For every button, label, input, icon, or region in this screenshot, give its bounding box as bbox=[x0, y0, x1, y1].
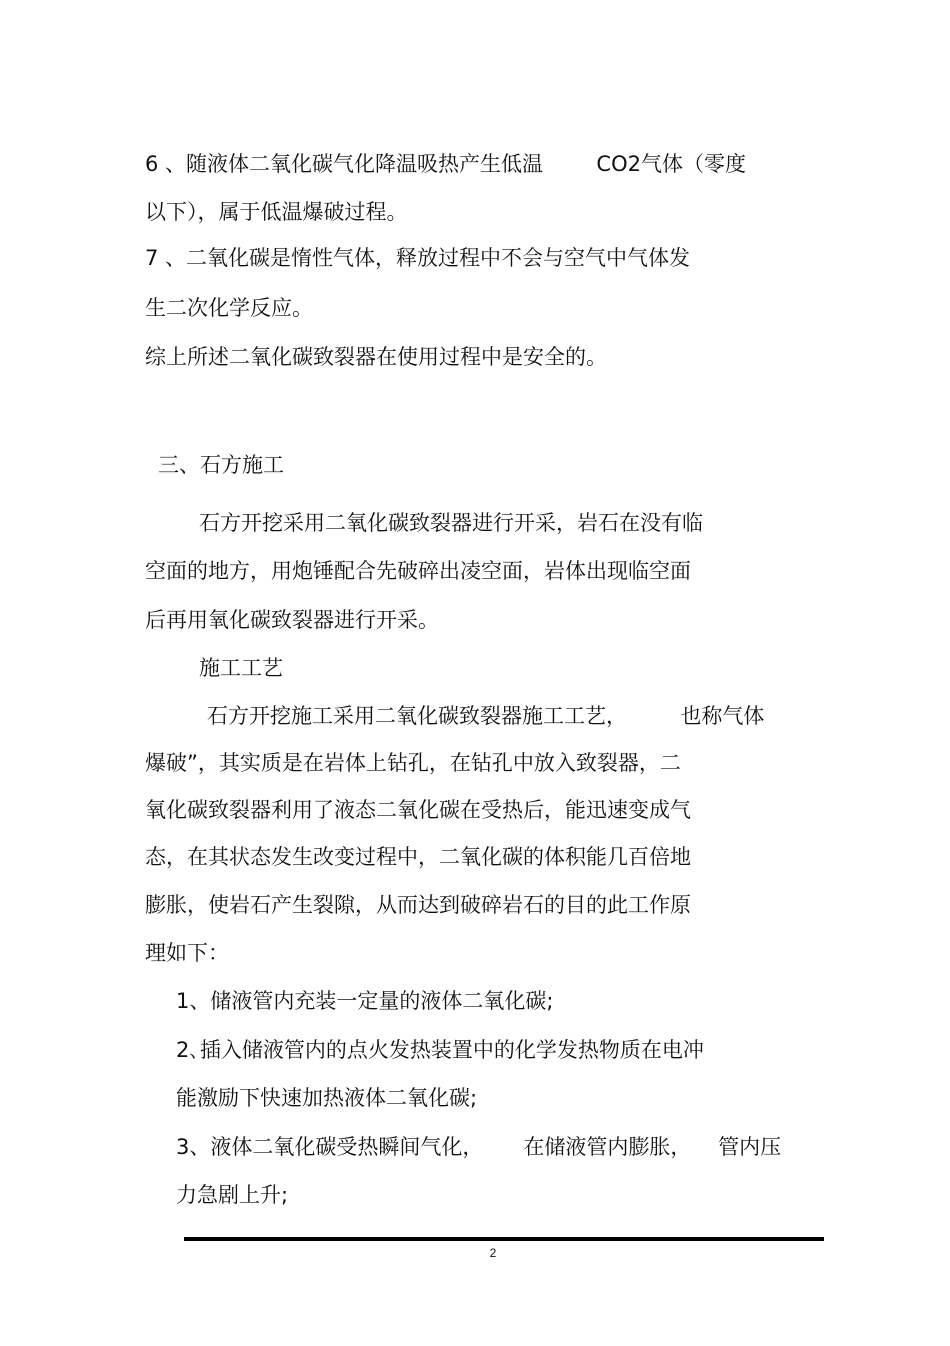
step-3-line-2: 力急剧上升; bbox=[176, 1183, 289, 1207]
paragraph-2-line-2: 爆破”，其实质是在岩体上钻孔，在钻孔中放入致裂器，二 bbox=[145, 751, 681, 775]
list-item-6-line-1: 6 、随液体二氧化碳气化降温吸热产生低温 CO2气体（零度 bbox=[145, 152, 746, 176]
list-item-6-line-2: 以下），属于低温爆破过程。 bbox=[145, 200, 408, 224]
paragraph-2-line-1: 石方开挖施工采用二氧化碳致裂器施工工艺， 也称气体 bbox=[207, 704, 765, 728]
summary-text: 综上所述二氧化碳致裂器在使用过程中是安全的。 bbox=[145, 345, 607, 369]
paragraph-2-line-6: 理如下： bbox=[145, 941, 229, 965]
subheading: 施工工艺 bbox=[199, 656, 283, 680]
paragraph-2-line-4: 态，在其状态发生改变过程中，二氧化碳的体积能几百倍地 bbox=[145, 845, 691, 869]
step-2-line-2: 能激励下快速加热液体二氧化碳; bbox=[176, 1086, 478, 1110]
paragraph-1-line-1: 石方开挖采用二氧化碳致裂器进行开采，岩石在没有临 bbox=[199, 511, 703, 535]
step-3-line-1: 3、液体二氧化碳受热瞬间气化， 在储液管内膨胀， 管内压 bbox=[176, 1135, 782, 1159]
list-item-7-line-2: 生二次化学反应。 bbox=[145, 296, 313, 320]
step-2-line-1: 2､插入储液管内的点火发热装置中的化学发热物质在电冲 bbox=[176, 1038, 704, 1062]
paragraph-2-line-5: 膨胀，使岩石产生裂隙，从而达到破碎岩石的目的此工作原 bbox=[145, 893, 691, 917]
paragraph-1-line-3: 后再用氧化碳致裂器进行开采。 bbox=[145, 608, 439, 632]
step-1: 1、储液管内充装一定量的液体二氧化碳; bbox=[176, 989, 554, 1013]
footer-divider bbox=[184, 1237, 824, 1241]
list-item-7-line-1: 7 、二氧化碳是惰性气体，释放过程中不会与空气中气体发 bbox=[145, 246, 691, 270]
paragraph-2-line-3: 氧化碳致裂器利用了液态二氧化碳在受热后，能迅速变成气 bbox=[145, 798, 691, 822]
section-heading: 三、石方施工 bbox=[158, 453, 284, 477]
paragraph-1-line-2: 空面的地方，用炮锤配合先破碎出凌空面，岩体出现临空面 bbox=[145, 559, 691, 583]
page-number: 2 bbox=[489, 1246, 497, 1260]
